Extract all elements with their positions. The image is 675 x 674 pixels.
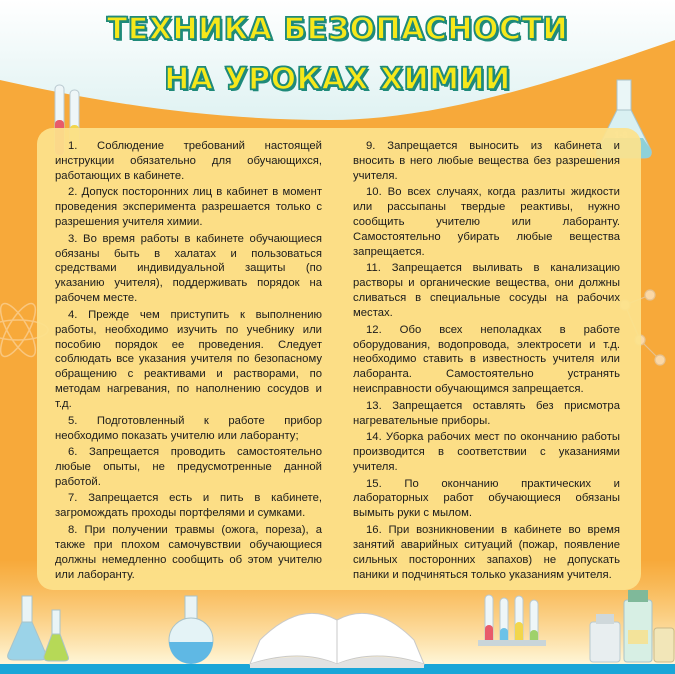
rule-item: 1. Соблюдение требований настоящей инструкции обязательно для обучающихся, работающих в кабинете.	[55, 140, 322, 182]
rule-item: 14. Уборка рабочих мест по окончанию работы производится в соответствии с указаниями учителя.	[353, 431, 620, 473]
rules-column-right	[353, 139, 620, 584]
rule-item: 2. Допуск посторонних лиц в кабинет в момент проведения эксперимента разрешается только с разрешения учителя химии.	[55, 186, 322, 229]
rule-item: 5. Подготовленный к работе прибор необходимо показать учителю или лаборанту;	[55, 414, 322, 442]
rule-item: 7. Запрещается есть и пить в кабинете, загромождать проходы портфелями и сумками.	[55, 492, 322, 520]
rule-item: 15. По окончанию практических и лабораторных работ обучающиеся обязаны вымыть руки с мылом.	[353, 477, 620, 520]
rule-item: 16. При возникновении в кабинете во время занятий аварийных ситуаций (пожар, появление сильных посторонних запахов) не допускать паники и подчиняться только указаниям учителя.	[353, 523, 620, 581]
page-title-line1: ТЕХНИКА БЕЗОПАСНОСТИ	[106, 12, 569, 47]
rule-item: 4. Прежде чем приступить к выполнению работы, необходимо изучить по учебнику или пособию порядок ее проведения. Следует соблюдать все указания учителя по безопасному обращению с реактивами и растворами, по методам нагревания, по наполнению сосудов и т.д.	[55, 308, 322, 411]
rule-item: 12. Обо всех неполадках в работе оборудования, водопровода, электросети и т.д. необходимо ставить в известность учителя или лаборанта. Самостоятельно устранять неисправности обучающимся запрещается.	[353, 323, 620, 396]
rule-item: 9. Запрещается выносить из кабинета и вносить в него любые вещества без разрешения учителя.	[353, 140, 620, 182]
rule-item: 8. При получении травмы (ожога, пореза), а также при плохом самочувствии обучающиеся должны немедленно сообщить об этом учителю или лаборанту.	[55, 523, 322, 581]
rule-item: 13. Запрещается оставлять без присмотра нагревательные приборы.	[353, 399, 620, 427]
page-title-line2: НА УРОКАХ ХИМИИ	[164, 62, 511, 97]
rule-item: 6. Запрещается проводить самостоятельно любые опыты, не предусмотренные данной работой.	[55, 446, 322, 488]
rule-item: 3. Во время работы в кабинете обучающиеся обязаны быть в халатах и пользоваться средствами индивидуальной защиты (по указанию учителя), поддерживать порядок на рабочем месте.	[55, 232, 322, 305]
rule-item: 10. Во всех случаях, когда разлиты жидкости или рассыпаны твердые реактивы, нужно сообщить учителю или лаборанту. Самостоятельно убирать любые вещества запрещается.	[353, 186, 620, 258]
rule-item: 11. Запрещается выливать в канализацию растворы и органические вещества, они должны сливаться в специальные сосуды на рабочих местах.	[353, 262, 620, 320]
rules-column-left	[55, 139, 322, 584]
